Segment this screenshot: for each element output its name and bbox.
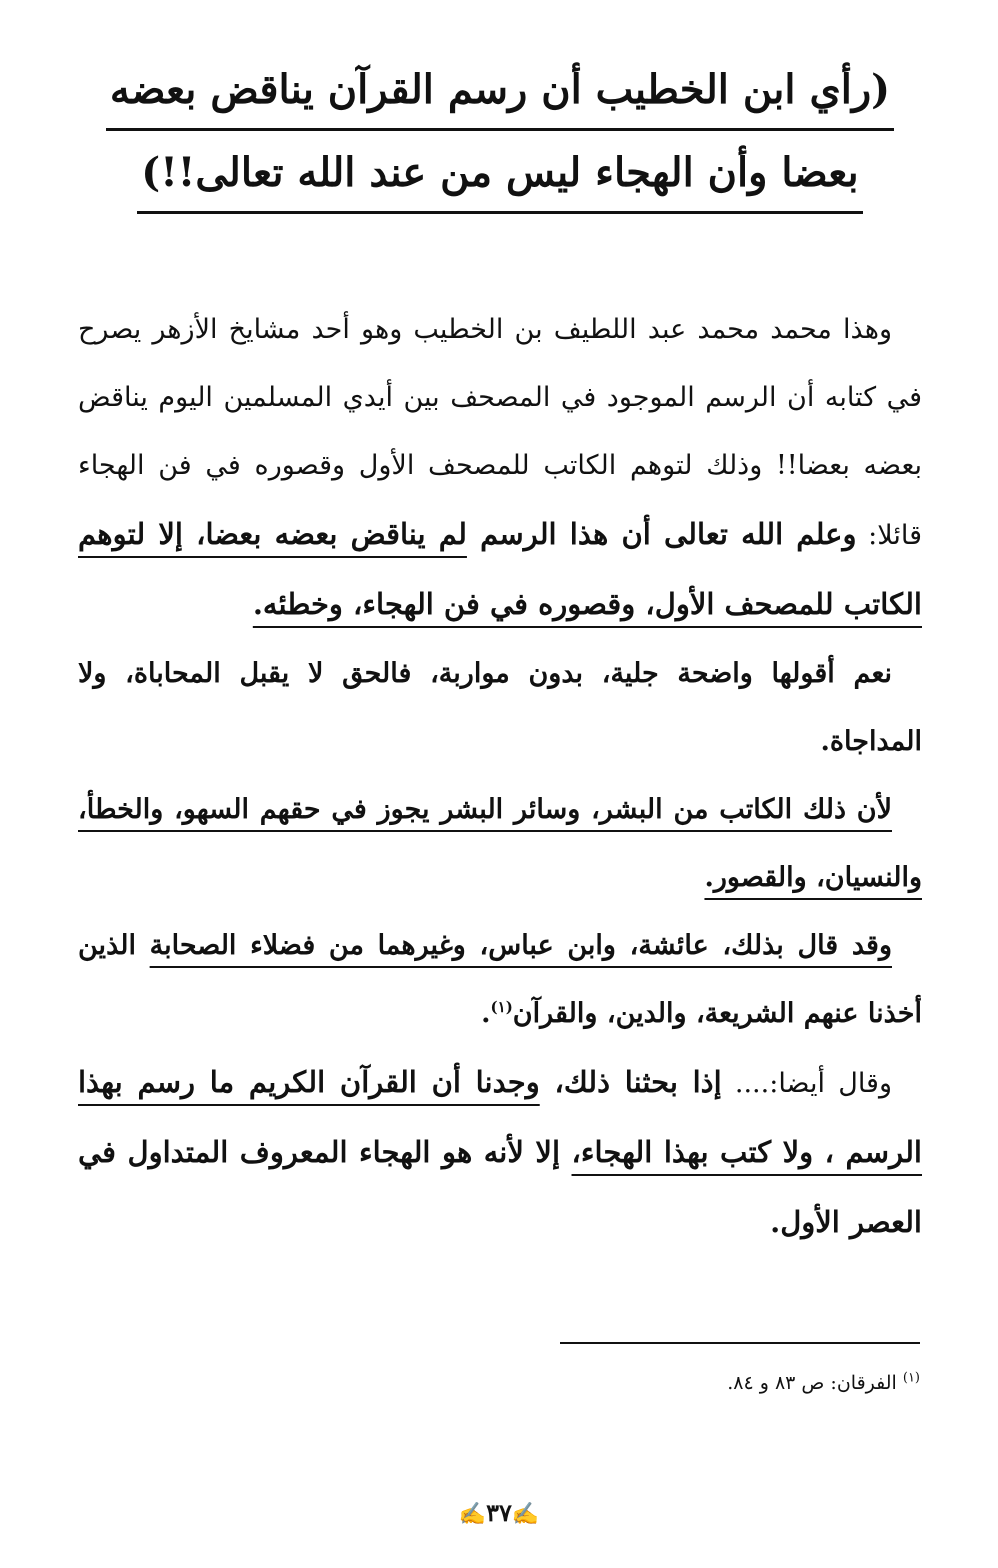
paragraph-2: نعم أقولها واضحة جلية، بدون مواربة، فالحق لا يقبل المحاباة، ولا المداجاة. <box>78 658 922 757</box>
paragraph-5-bold-2: إلا لأنه هو الهجاء المعروف المتداول في العصر الأول. <box>78 1135 922 1239</box>
quill-ornament-icon: ✍ <box>511 1501 540 1527</box>
paragraph-4-end: . <box>481 998 491 1029</box>
paragraph-1-quote: لم يناقض بعضه بعضا، إلا لتوهم الكاتب للمصحف الأول، وقصوره في فن الهجاء، وخطئه. <box>78 517 922 621</box>
title-line-2: بعضا وأن الهجاء ليس من عند الله تعالى!!) <box>78 141 922 214</box>
page-body <box>78 296 922 1258</box>
paragraph-5 <box>78 1048 922 1258</box>
title-line-1: (رأي ابن الخطيب أن رسم القرآن يناقض بعضه <box>78 58 922 131</box>
paragraph-1-bold: وعلم الله تعالى أن هذا الرسم <box>466 517 857 551</box>
paragraph-4-rest: الذين أخذنا عنهم الشريعة، والدين، والقرآن <box>78 930 922 1029</box>
paragraph-4 <box>78 912 922 1048</box>
paragraph-1 <box>78 296 922 640</box>
quill-ornament-icon: ✍ <box>458 1501 487 1527</box>
footnote-reference: (١) <box>490 998 513 1016</box>
paragraph-1-plain: وهذا محمد محمد عبد اللطيف بن الخطيب وهو أحد مشايخ الأزهر يصرح في كتابه أن الرسم الموجود في المصحف بين أيدي المسلمين اليوم يناقض بعضه بعضا!! وذلك لتوهم الكاتب للمصحف الأول وقصوره في فن الهجاء قائلا: <box>78 314 923 551</box>
page-number-value: ٣٧ <box>486 1498 512 1527</box>
page-number <box>0 1496 998 1531</box>
paragraph-5-plain: وقال أيضا:.... <box>721 1068 892 1099</box>
footnote-divider <box>560 1342 920 1344</box>
footnote-text: الفرقان: ص ٨٣ و ٨٤. <box>727 1372 903 1394</box>
book-page <box>78 58 922 1258</box>
paragraph-5-underlined: وجدنا أن القرآن الكريم ما رسم بهذا الرسم ، ولا كتب بهذا الهجاء، <box>78 1065 922 1169</box>
footnote-marker: (١) <box>902 1370 920 1386</box>
paragraph-3-text: لأن ذلك الكاتب من البشر، وسائر البشر يجوز في حقهم السهو، والخطأ، والنسيان، والقصور. <box>78 794 922 893</box>
footnote <box>220 1368 920 1398</box>
paragraph-5-bold-1: إذا بحثنا ذلك، <box>539 1065 722 1099</box>
section-title <box>78 58 922 214</box>
paragraph-4-underlined: وقد قال بذلك، عائشة، وابن عباس، وغيرهما من فضلاء الصحابة <box>149 930 892 961</box>
paragraph-3 <box>78 776 922 912</box>
